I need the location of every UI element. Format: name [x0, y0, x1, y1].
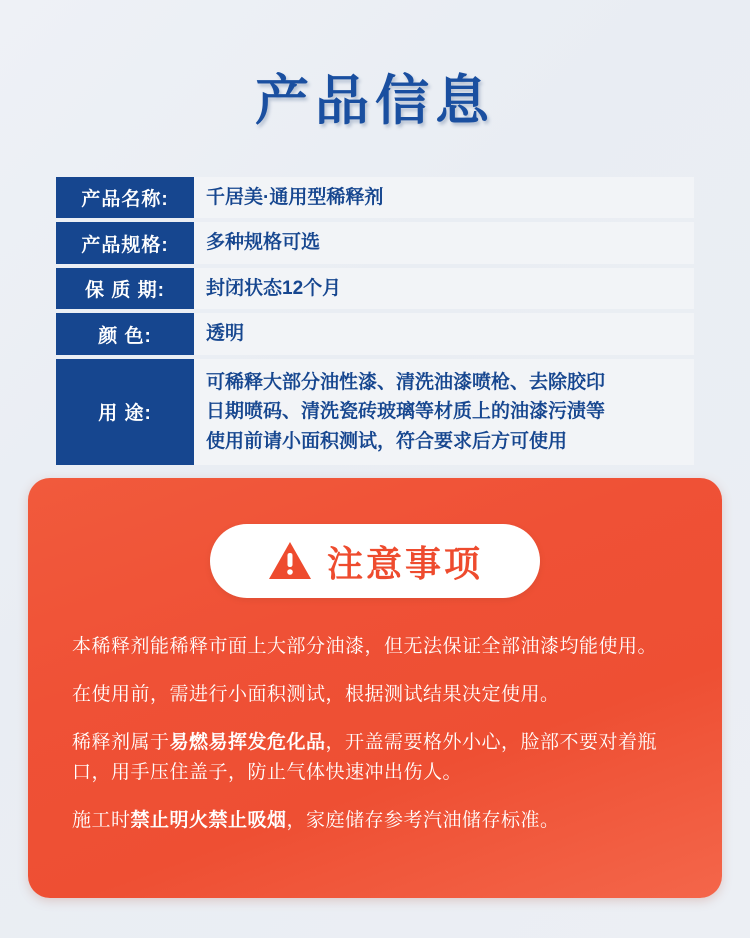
page-title: 产品信息 [255, 71, 495, 131]
notice-panel [28, 478, 722, 898]
row-label-usage: 用 途: [56, 359, 194, 465]
row-label-shelf-life: 保 质 期: [56, 268, 194, 309]
row-value-shelf-life: 封闭状态12个月 [194, 268, 694, 309]
product-info-body [56, 177, 694, 465]
usage-line: 使用前请小面积测试，符合要求后方可使用 [206, 430, 568, 452]
usage-line: 可稀释大部分油性漆、清洗油漆喷枪、去除胶印 [206, 371, 606, 393]
list-item [72, 728, 678, 790]
notice-text: 本稀释剂能稀释市面上大部分油漆，但无法保证全部油漆均能使用。 [72, 636, 658, 657]
row-label-product-name: 产品名称: [56, 177, 194, 218]
row-value-usage [194, 359, 694, 465]
notice-badge-label: 注意事项 [326, 542, 483, 584]
notice-text: 在使用前，需进行小面积测试，根据测试结果决定使用。 [72, 683, 560, 705]
notice-text: ，开盖需要格外小心，脸部不要对着瓶口，用手压住盖子，防止气体快速冲出伤人。 [72, 731, 658, 784]
notice-badge [210, 524, 540, 598]
row-label-color: 颜 色: [56, 313, 194, 354]
row-value-product-name: 千居美·通用型稀释剂 [194, 177, 694, 218]
list-item [72, 680, 678, 711]
notice-text-emphasis: 易燃易挥发危化品 [169, 731, 326, 753]
notice-text: ，家庭储存参考汽油储存标准。 [286, 810, 560, 832]
row-value-color: 透明 [194, 313, 694, 354]
table-row [56, 313, 694, 354]
notice-list [72, 632, 678, 837]
usage-line: 日期喷码、清洗瓷砖玻璃等材质上的油漆污渍等 [206, 401, 606, 423]
list-item [72, 632, 678, 663]
row-value-specification: 多种规格可选 [194, 222, 694, 263]
row-label-specification: 产品规格: [56, 222, 194, 263]
table-row [56, 177, 694, 218]
list-item [72, 806, 678, 837]
notice-text-emphasis: 禁止明火禁止吸烟 [130, 810, 287, 832]
notice-text: 稀释剂属于 [72, 731, 170, 753]
table-row [56, 268, 694, 309]
table-row [56, 359, 694, 465]
table-row [56, 222, 694, 263]
notice-text: 施工时 [72, 810, 131, 832]
warning-triangle-icon [267, 540, 313, 582]
product-info-table [56, 173, 694, 469]
